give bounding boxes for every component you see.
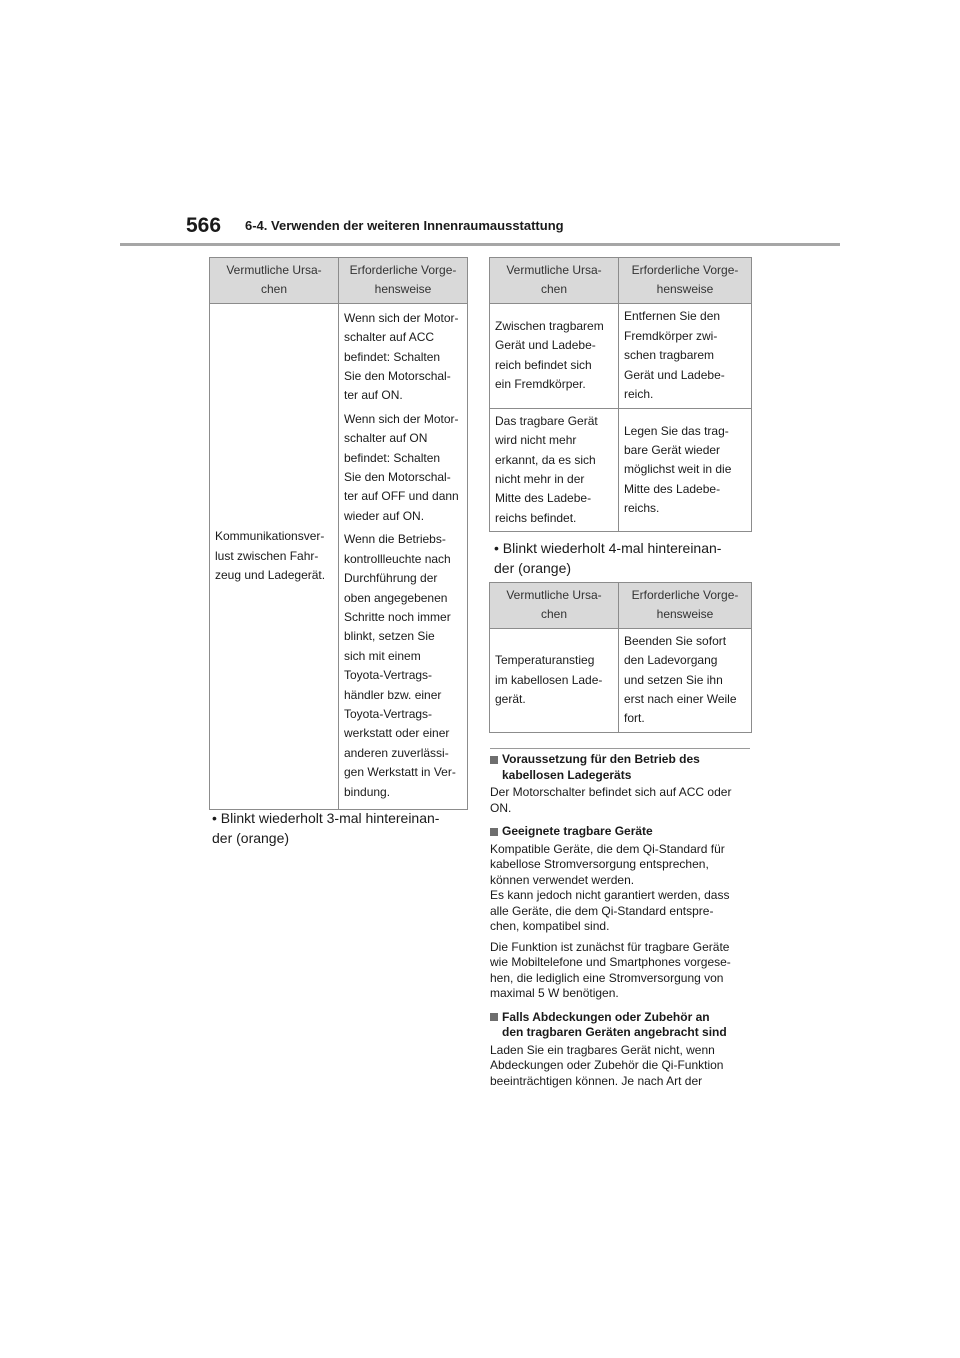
table-row — [490, 408, 752, 531]
remedy-cell: Legen Sie das trag- bare Gerät wieder möglichst weit in die Mitte des Ladebe- reichs. — [619, 408, 752, 531]
note-heading: Geeignete tragbare Geräte — [490, 824, 752, 840]
column-header-remedy: Erforderliche Vorge- hensweise — [619, 258, 752, 304]
remedy-cell: Beenden Sie sofort den Ladevorgang und setzen Sie ihn erst nach einer Weile fort. — [619, 628, 752, 732]
notes-section — [490, 752, 752, 1089]
note-paragraph: Die Funktion ist zunächst für tragbare Geräte wie Mobiltelefone und Smartphones vorgese- hen, die lediglich eine Stromversorgung von maximal 5 W benötigen. — [490, 939, 731, 1000]
table-header-row — [490, 583, 752, 629]
cause-cell: Zwischen tragbarem Gerät und Ladebe- reich befindet sich ein Fremdkörper. — [490, 303, 619, 408]
note-paragraph: Laden Sie ein tragbares Gerät nicht, wenn Abdeckungen oder Zubehör die Qi-Funktion beeinträchtigen können. Je nach Art der — [490, 1042, 724, 1088]
column-header-remedy: Erforderliche Vorge- hensweise — [619, 583, 752, 629]
cause-cell: Kommunikationsver- lust zwischen Fahr- zeug und Ladegerät. — [210, 303, 339, 809]
column-header-remedy: Erforderliche Vorge- hensweise — [339, 258, 468, 304]
notes-divider — [490, 748, 750, 749]
note-heading: Falls Abdeckungen oder Zubehör an den tragbaren Geräten angebracht sind — [490, 1010, 752, 1041]
page-number: 566 — [186, 214, 222, 237]
remedy-cell — [339, 303, 468, 809]
table-row — [210, 303, 468, 809]
section-title: 6-4. Verwenden der weiteren Innenraumausstattung — [245, 218, 564, 233]
table-row — [490, 628, 752, 732]
remedy-step: Wenn die Betriebs- kontrollleuchte nach Durchführung der oben angegebenen Schritte noch immer blinkt, setzen Sie sich mit einem Toyota-Vertrags- händler bzw. einer Toyota-Vertrags- werkstatt oder einer anderen zuverlässi- gen Werkstatt in Ver- bindung. — [344, 532, 456, 799]
column-header-cause: Vermutliche Ursa- chen — [490, 258, 619, 304]
remedy-step: Wenn sich der Motor- schalter auf ACC befindet: Schalten Sie den Motorschal- ter auf ON. — [344, 310, 459, 403]
square-bullet-icon — [490, 756, 498, 764]
right-troubleshooting-table — [489, 257, 752, 532]
cause-cell: Das tragbare Gerät wird nicht mehr erkannt, da es sich nicht mehr in der Mitte des Ladebe- reichs befindet. — [490, 408, 619, 531]
table-header-row — [490, 258, 752, 304]
left-troubleshooting-table — [209, 257, 468, 810]
note-paragraph: Kompatible Geräte, die dem Qi-Standard für kabellose Stromversorgung entsprechen, können verwendet werden. Es kann jedoch nicht garantiert werden, dass alle Geräte, die dem Qi-Standard entspre- chen, kompatibel sind. — [490, 841, 730, 933]
blink-pattern-bullet: • Blinkt wiederholt 3-mal hintereinan- der (orange) — [212, 810, 440, 846]
column-header-cause: Vermutliche Ursa- chen — [210, 258, 339, 304]
blink-pattern-bullet: • Blinkt wiederholt 4-mal hintereinan- der (orange) — [494, 540, 722, 576]
square-bullet-icon — [490, 828, 498, 836]
right-troubleshooting-table-2 — [489, 582, 752, 733]
table-row — [490, 303, 752, 408]
note-paragraph: Der Motorschalter befindet sich auf ACC oder ON. — [490, 785, 732, 815]
table-header-row — [210, 258, 468, 304]
remedy-step: Wenn sich der Motor- schalter auf ON befindet: Schalten Sie den Motorschal- ter auf OFF und dann wieder auf ON. — [344, 411, 459, 523]
column-header-cause: Vermutliche Ursa- chen — [490, 583, 619, 629]
remedy-cell: Entfernen Sie den Fremdkörper zwi- schen tragbarem Gerät und Ladebe- reich. — [619, 303, 752, 408]
header-rule — [120, 243, 840, 246]
cause-cell: Temperaturanstieg im kabellosen Lade- gerät. — [490, 628, 619, 732]
square-bullet-icon — [490, 1013, 498, 1021]
note-heading: Voraussetzung für den Betrieb des kabellosen Ladegeräts — [490, 752, 752, 783]
